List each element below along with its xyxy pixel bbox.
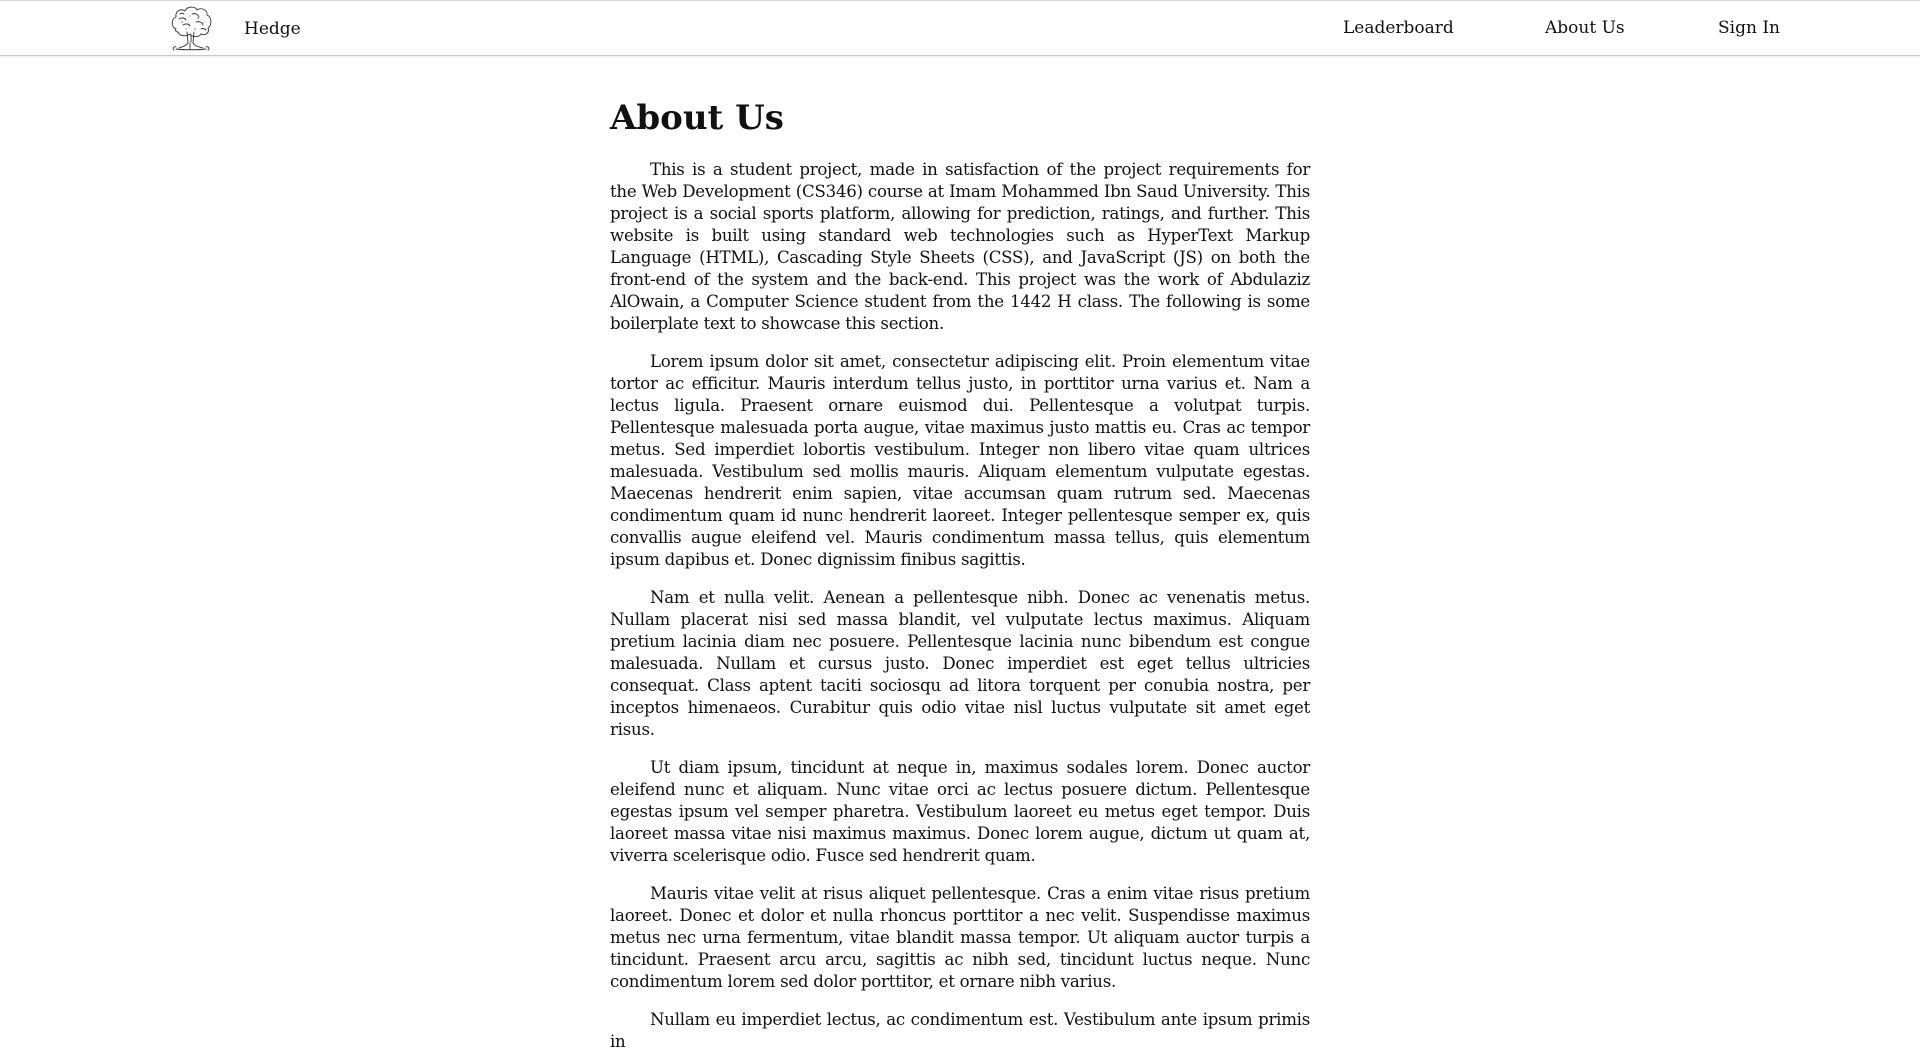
nav-links: [0, 1, 1920, 57]
nav-link-sign-in[interactable]: Sign In: [1718, 18, 1780, 38]
about-paragraph-5: Mauris vitae velit at risus aliquet pellentesque. Cras a enim vitae risus pretium laoreet. Donec et dolor et nulla rhoncus porttitor a nec velit. Suspendisse maximus metus nec urna fermentum, vitae blandit massa tempor. Ut aliquam auctor turpis a tincidunt. Praesent arcu arcu, sagittis ac nibh sed, tincidunt luctus neque. Nunc condimentum lorem sed dolor porttitor, et ornare nibh varius.: [610, 883, 1310, 991]
about-paragraph-4: Ut diam ipsum, tincidunt at neque in, maximus sodales lorem. Donec auctor eleifend nunc et aliquam. Nunc vitae orci ac lectus posuere dictum. Pellentesque egestas ipsum vel semper pharetra. Vestibulum laoreet eu metus eget tempor. Duis laoreet massa vitae nisi maximus maximus. Donec lorem augue, dictum ut quam at, viverra scelerisque odio. Fusce sed hendrerit quam.: [610, 757, 1310, 865]
about-paragraph-intro: This is a student project, made in satisfaction of the project requirements for the Web Development (CS346) course at Imam Mohammed Ibn Saud University. This project is a social sports platform, allowing for prediction, ratings, and further. This website is built using standard web technologies such as HyperText Markup Language (HTML), Cascading Style Sheets (CSS), and JavaScript (JS) on both the front-end of the system and the back-end. This project was the work of Abdulaziz AlOwain, a Computer Science student from the 1442 H class. The following is some boilerplate text to showcase this section.: [610, 159, 1310, 333]
navbar: [0, 0, 1920, 56]
nav-link-leaderboard[interactable]: Leaderboard: [1343, 18, 1454, 38]
brand-name[interactable]: Hedge: [244, 19, 301, 39]
page-title: About Us: [610, 98, 784, 138]
about-paragraph-2: Lorem ipsum dolor sit amet, consectetur adipiscing elit. Proin elementum vitae tortor ac efficitur. Mauris interdum tellus justo, in porttitor urna varius et. Nam a lectus ligula. Praesent ornare euismod dui. Pellentesque a volutpat turpis. Pellentesque malesuada porta augue, vitae maximus justo mattis eu. Cras ac tempor metus. Sed imperdiet lobortis vestibulum. Integer non libero vitae quam ultrices malesuada. Vestibulum sed mollis mauris. Aliquam elementum vulputate egestas. Maecenas hendrerit enim sapien, vitae accumsan quam rutrum sed. Maecenas condimentum quam id nunc hendrerit laoreet. Integer pellentesque semper ex, quis convallis augue eleifend vel. Mauris condimentum massa tellus, quis elementum ipsum dapibus et. Donec dignissim finibus sagittis.: [610, 351, 1310, 569]
about-paragraph-3: Nam et nulla velit. Aenean a pellentesque nibh. Donec ac venenatis metus. Nullam placerat nisi sed massa blandit, vel vulputate lectus maximus. Aliquam pretium lacinia diam nec posuere. Pellentesque lacinia nunc bibendum est congue malesuada. Nullam et cursus justo. Donec imperdiet est eget tellus ultricies consequat. Class aptent taciti sociosqu ad litora torquent per conubia nostra, per inceptos himenaeos. Curabitur quis odio vitae nisl luctus vulputate sit amet eget risus.: [610, 587, 1310, 739]
main-content: [610, 56, 1310, 1051]
about-paragraph-6: Nullam eu imperdiet lectus, ac condimentum est. Vestibulum ante ipsum primis in: [610, 1009, 1310, 1051]
nav-link-about-us[interactable]: About Us: [1545, 18, 1625, 38]
